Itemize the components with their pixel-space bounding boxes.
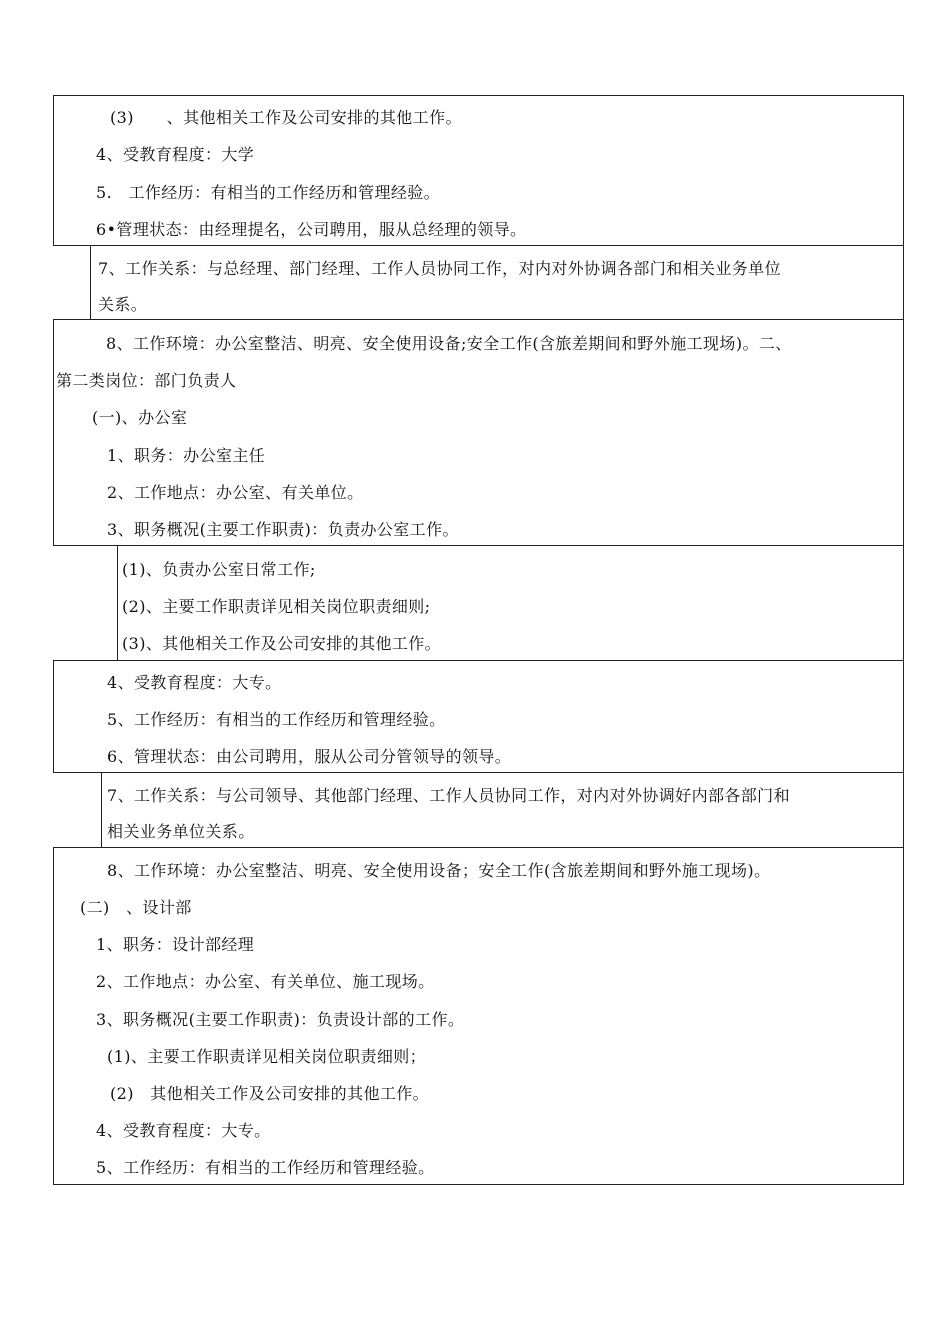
- text-line: 4、受教育程度：大专。: [107, 673, 282, 692]
- text-line: 2、工作地点：办公室、有关单位、施工现场。: [96, 972, 435, 991]
- text-line: 5、工作经历：有相当的工作经历和管理经验。: [107, 710, 446, 729]
- text-line: 第二类岗位：部门负责人: [56, 371, 237, 390]
- text-line: (一)、办公室: [92, 408, 188, 427]
- text-line: (2)、主要工作职责详见相关岗位职责细则;: [122, 597, 431, 616]
- text-line: 6•管理状态：由经理提名，公司聘用，服从总经理的领导。: [96, 220, 527, 239]
- text-line: 关系。: [98, 295, 148, 314]
- text-line: (3) 、其他相关工作及公司安排的其他工作。: [110, 108, 462, 127]
- text-line: (二) 、设计部: [80, 898, 192, 917]
- text-line: 8、工作环境：办公室整洁、明亮、安全使用设备;安全工作(含旅差期间和野外施工现场)。二、: [106, 334, 792, 353]
- text-line: 8、工作环境：办公室整洁、明亮、安全使用设备；安全工作(含旅差期间和野外施工现场)。: [107, 861, 771, 880]
- text-line: (2) 其他相关工作及公司安排的其他工作。: [110, 1084, 430, 1103]
- text-line: 3、职务概况(主要工作职责)：负责办公室工作。: [107, 520, 459, 539]
- text-line: 3、职务概况(主要工作职责)：负责设计部的工作。: [96, 1010, 465, 1029]
- text-line: (3)、其他相关工作及公司安排的其他工作。: [122, 634, 442, 653]
- text-line: (1)、主要工作职责详见相关岗位职责细则；: [107, 1047, 427, 1066]
- text-line: 6、管理状态：由公司聘用，服从公司分管领导的领导。: [107, 747, 512, 766]
- text-line: 7、工作关系：与公司领导、其他部门经理、工作人员协同工作，对内对外协调好内部各部门和: [107, 786, 790, 805]
- text-line: 4、受教育程度：大专。: [96, 1121, 271, 1140]
- text-line: 相关业务单位关系。: [107, 822, 255, 841]
- text-line: 5. 工作经历：有相当的工作经历和管理经验。: [96, 183, 441, 202]
- text-line: 4、受教育程度：大学: [96, 145, 255, 164]
- section-box-2: [90, 245, 904, 320]
- text-line: 5、工作经历：有相当的工作经历和管理经验。: [96, 1158, 435, 1177]
- text-line: (1)、负责办公室日常工作;: [122, 560, 316, 579]
- text-line: 1、职务：办公室主任: [107, 446, 266, 465]
- text-line: 1、职务：设计部经理: [96, 935, 255, 954]
- text-line: 2、工作地点：办公室、有关单位。: [107, 483, 364, 502]
- text-line: 7、工作关系：与总经理、部门经理、工作人员协同工作，对内对外协调各部门和相关业务单位: [98, 259, 781, 278]
